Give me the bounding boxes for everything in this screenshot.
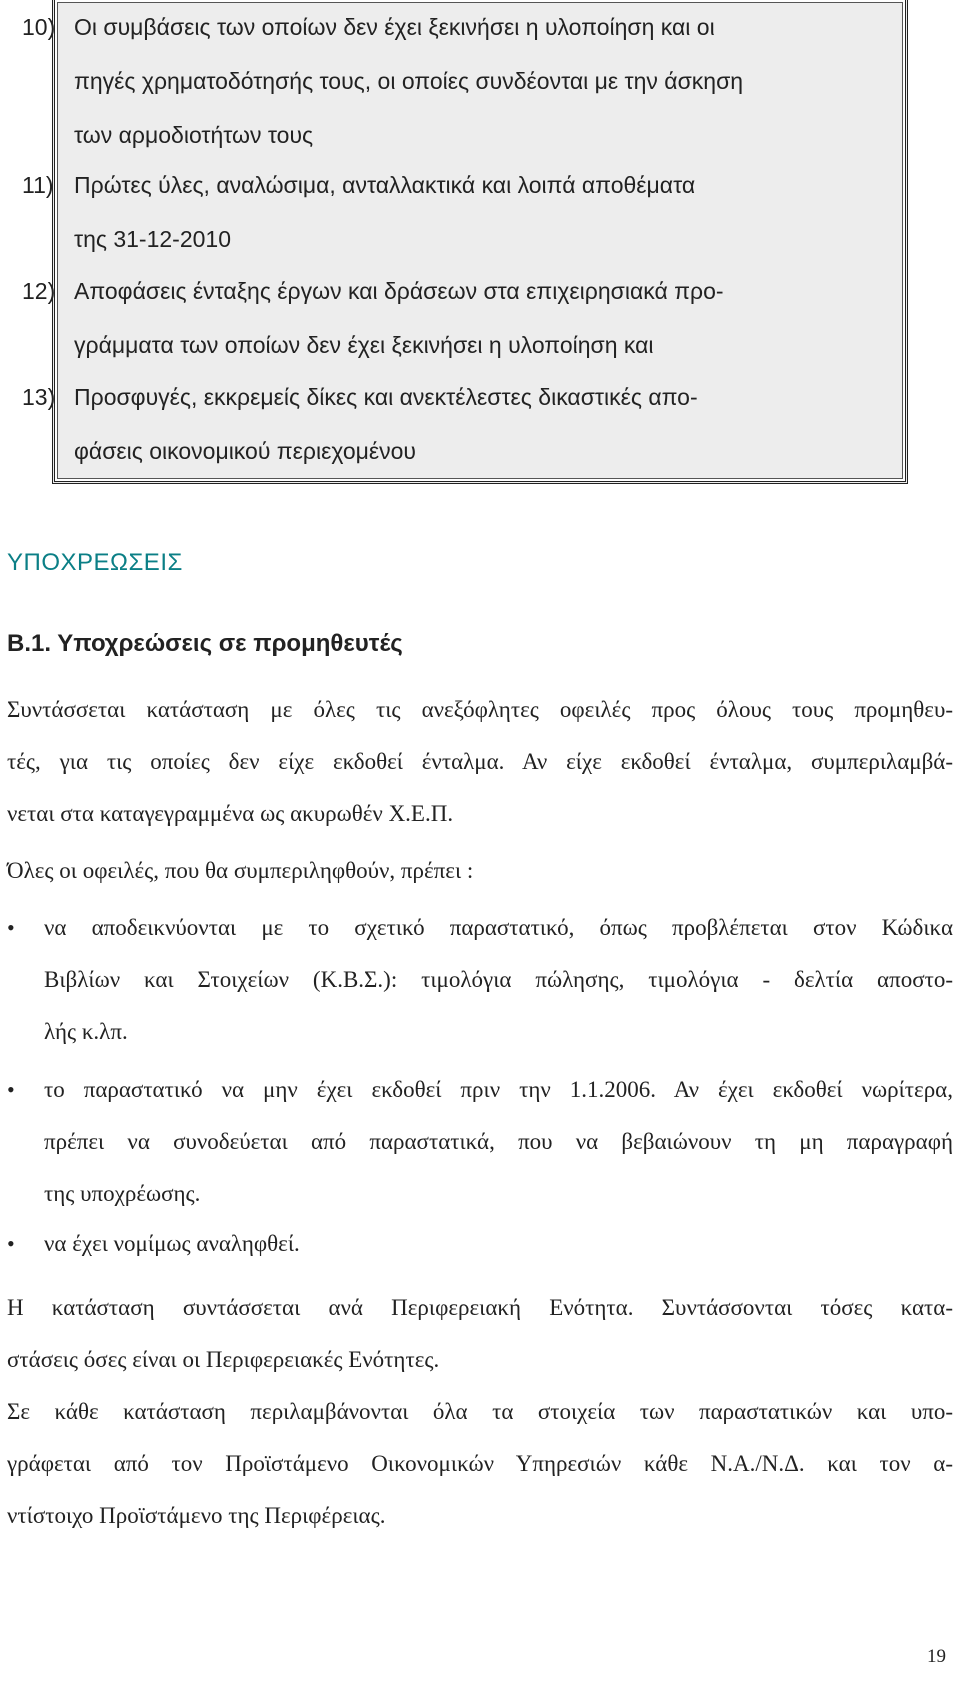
paragraph-1	[7, 684, 953, 840]
bullet-dot-icon: •	[7, 1077, 15, 1102]
box-item-line: Πρώτες ύλες, αναλώσιμα, ανταλλακτικά και λοιπά αποθέματα	[74, 172, 696, 198]
box-item-13	[22, 370, 898, 478]
paragraph-line: Η κατάσταση συντάσσεται ανά Περιφερειακή Ενότητα. Συντάσσονται τόσες κατα-	[7, 1295, 953, 1320]
paragraph-line: νεται στα καταγεγραμμένα ως ακυρωθέν Χ.Ε.Π.	[7, 801, 454, 826]
box-item-number: 10)	[22, 14, 56, 40]
box-item-line: πηγές χρηματοδότησής τους, οι οποίες συνδέονται με την άσκηση	[74, 68, 744, 94]
bullet-item	[7, 1064, 953, 1220]
box-item-number: 13)	[22, 384, 56, 410]
bullet-dot-icon: •	[7, 1231, 15, 1256]
paragraph-line: Σε κάθε κατάσταση περιλαμβάνονται όλα τα στοιχεία των παραστατικών και υπο-	[7, 1399, 953, 1424]
box-item-number: 12)	[22, 278, 56, 304]
paragraph-2	[7, 845, 953, 897]
box-item-line: Οι συμβάσεις των οποίων δεν έχει ξεκινήσει η υλοποίηση και οι	[74, 14, 715, 40]
box-item-line: Αποφάσεις ένταξης έργων και δράσεων στα επιχειρησιακά προ-	[74, 278, 724, 304]
bullet-line: να έχει νομίμως αναληφθεί.	[44, 1231, 300, 1256]
paragraph-line: ντίστοιχο Προϊστάμενο της Περιφέρειας.	[7, 1503, 386, 1528]
box-item-12	[22, 264, 898, 372]
paragraph-line: στάσεις όσες είναι οι Περιφερειακές Ενότητες.	[7, 1347, 440, 1372]
paragraph-line: Όλες οι οφειλές, που θα συμπεριληφθούν, πρέπει :	[7, 858, 474, 883]
bullet-item	[7, 902, 953, 1058]
box-item-number: 11)	[22, 172, 54, 198]
box-item-10	[22, 0, 898, 162]
bullet-line: της υποχρέωσης.	[44, 1181, 201, 1206]
paragraph-line: γράφεται από τον Προϊστάμενο Οικονομικών Υπηρεσιών κάθε Ν.Α./Ν.Δ. και τον α-	[7, 1451, 953, 1476]
bullet-line: να αποδεικνύονται με το σχετικό παραστατικό, όπως προβλέπεται στον Κώδικα	[44, 915, 953, 940]
box-item-line: φάσεις οικονομικού περιεχομένου	[74, 438, 416, 464]
bullet-line: λής κ.λπ.	[44, 1019, 128, 1044]
box-item-line: των αρμοδιοτήτων τους	[74, 122, 314, 148]
box-item-line: Προσφυγές, εκκρεμείς δίκες και ανεκτέλεστες δικαστικές απο-	[74, 384, 698, 410]
box-item-11	[22, 158, 898, 266]
bullet-dot-icon: •	[7, 915, 15, 940]
bullet-line: Βιβλίων και Στοιχείων (Κ.Β.Σ.): τιμολόγια πώλησης, τιμολόγια - δελτία αποστο-	[44, 967, 953, 992]
box-item-line: της 31-12-2010	[74, 226, 232, 252]
paragraph-3	[7, 1282, 953, 1386]
bullet-item	[7, 1218, 953, 1270]
subsection-heading: Β.1. Υποχρεώσεις σε προμηθευτές	[7, 630, 403, 657]
box-item-line: γράμματα των οποίων δεν έχει ξεκινήσει η υλοποίηση και	[74, 332, 654, 358]
section-heading: ΥΠΟΧΡΕΩΣΕΙΣ	[7, 549, 183, 576]
page-number: 19	[927, 1646, 946, 1667]
paragraph-line: Συντάσσεται κατάσταση με όλες τις ανεξόφλητες οφειλές προς όλους τους προμηθευ-	[7, 697, 953, 722]
paragraph-4	[7, 1386, 953, 1542]
bullet-line: πρέπει να συνοδεύεται από παραστατικά, που να βεβαιώνουν τη μη παραγραφή	[44, 1129, 953, 1154]
bullet-line: το παραστατικό να μην έχει εκδοθεί πριν την 1.1.2006. Αν έχει εκδοθεί νωρίτερα,	[44, 1077, 953, 1102]
paragraph-line: τές, για τις οποίες δεν είχε εκδοθεί ένταλμα. Αν είχε εκδοθεί ένταλμα, συμπεριλαμβά-	[7, 749, 953, 774]
